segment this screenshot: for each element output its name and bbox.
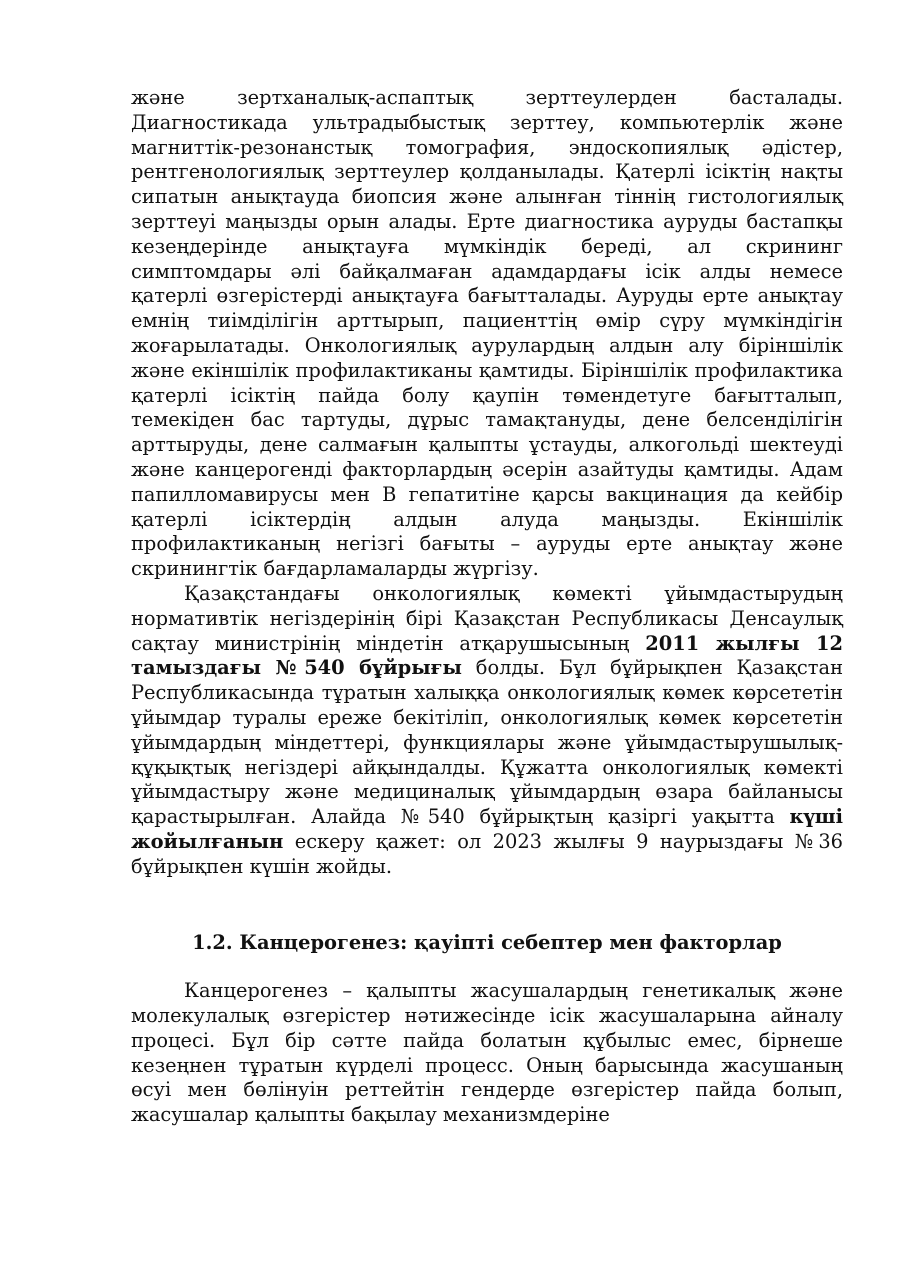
- section-heading: 1.2. Канцерогенез: қауіпті себептер мен факторлар: [192, 930, 782, 954]
- paragraph-regulations: [131, 582, 843, 880]
- order-540-reference: 2011 жылғы 12 тамыздағы №540 бұйрығы: [131, 631, 844, 680]
- repealed-emphasis: күші жойылғанын: [131, 805, 843, 853]
- paragraph-carcinogenesis: Канцерогенез – қалыпты жасушалардың генетикалық және молекулалық өзгерістер нәтижесінде ісік жасушаларына айналу процесі. Бұл бір сәтте пайда болатын құбылыс емес, бірнеше кезеңнен тұратын күрделі процесс. Оның барысында жасушаның өсуі мен бөлінуін реттейтін гендерде өзгерістер пайда болып, жасушалар қалыпты бақылау механизмдеріне: [131, 979, 843, 1127]
- regulations-text-1: Қазақстандағы онкологиялық көмекті ұйымдастырудың нормативтік негіздерінің бірі Қазақстан Республикасы Денсаулық сақтау министрінің міндетін атқарушысының: [131, 581, 843, 655]
- regulations-text-2: болды. Бұл бұйрықпен Қазақстан Республикасында тұратын халыққа онкологиялық көмек көрсететін ұйымдар туралы ереже бекітіліп, онкологиялық көмек көрсететін ұйымдардың міндеттері, функциялары және ұйымдастырушылық-құқықтық негіздері айқындалды. Құжатта онкологиялық көмекті ұйымдастыру және медициналық ұйымдардың өзара байланысы қарастырылған. Алайда №540 бұйрықтың қазіргі уақытта: [131, 656, 843, 829]
- paragraph-diagnostics: және зертханалық-аспаптық зерттеулерден басталады. Диагностикада ультрадыбыстық зерттеу, компьютерлік және магниттік-резонанстық томография, эндоскопиялық әдістер, рентгенологиялық зерттеулер қолданылады. Қатерлі ісіктің нақты сипатын анықтауда биопсия және алынған тіннің гистологиялық зерттеуі маңызды орын алады. Ерте диагностика ауруды бастапқы кезеңдерінде анықтауға мүмкіндік береді, ал скрининг симптомдары әлі байқалмаған адамдардағы ісік алды немесе қатерлі өзгерістерді анықтауға бағытталады. Ауруды ерте анықтау емнің тиімділігін арттырып, пациенттің өмір сүру мүмкіндігін жоғарылатады. Онкологиялық аурулардың алдын алу біріншілік және екіншілік профилактиканы қамтиды. Біріншілік профилактика қатерлі ісіктің пайда болу қаупін төмендетуге бағытталып, темекіден бас тартуды, дұрыс тамақтануды, дене белсенділігін арттыруды, дене салмағын қалыпты ұстауды, алкогольді шектеуді және канцерогенді факторлардың әсерін азайтуды қамтиды. Адам папилломавирусы мен В гепатитіне қарсы вакцинация да кейбір қатерлі ісіктердің алдын алуда маңызды. Екіншілік профилактиканың негізгі бағыты – ауруды ерте анықтау және скринингтік бағдарламаларды жүргізу.: [131, 86, 843, 581]
- document-page: [131, 86, 843, 1128]
- regulations-text-3: ескеру қажет: ол 2023 жылғы 9 наурыздағы №36 бұйрықпен күшін жойды.: [131, 829, 843, 878]
